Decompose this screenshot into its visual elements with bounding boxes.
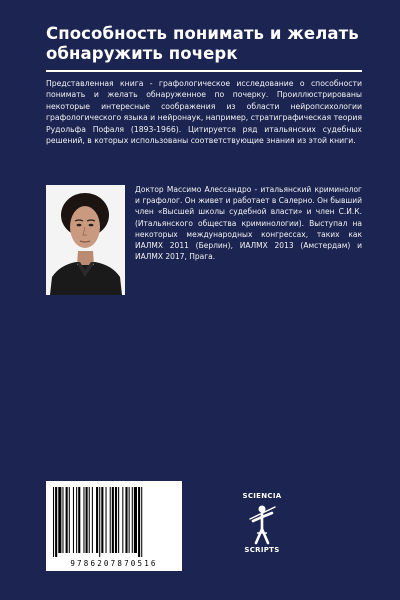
author-bio: Доктор Массимо Алессандро - итальянский криминолог и графолог. Он живет и работает в Салерно. Он бывший член «Высшей школы судебной власти» и член С.И.К. (Итальянского общества криминологии). Выступал на некоторых международных конгрессах, таких как ИАЛМХ 2011 (Берлин), ИАЛМХ 2013 (Амстердам) и ИАЛМХ 2017, Прага. bbox=[135, 185, 362, 262]
isbn-number: 9786207870516 bbox=[70, 559, 158, 568]
barcode-bar bbox=[115, 487, 117, 553]
barcode-bar bbox=[132, 487, 133, 553]
barcode-bar bbox=[141, 487, 142, 557]
barcode-bar bbox=[78, 487, 80, 553]
barcode-bar bbox=[86, 487, 88, 553]
book-description: Представленная книга - графологическое исследование о способности понимать и желать обнаруженное по почерку. Проиллюстрированы некоторые интересные соображения из области нейропсихологии графологического языка и нейронаук, например, стратиграфическая теория Рудольфа Пофаля (1893-1966). Цитируется ряд итальянских судебных решений, в которых использованы соответствующие знания из этой книги. bbox=[46, 79, 362, 146]
barcode-bar bbox=[112, 487, 114, 553]
barcode-bar bbox=[96, 487, 98, 553]
barcode-bar bbox=[53, 487, 54, 557]
barcode-bar bbox=[110, 487, 111, 553]
barcode-bar bbox=[62, 487, 63, 553]
barcode-bar bbox=[58, 487, 61, 553]
barcode-bar bbox=[89, 487, 90, 553]
barcode-bar bbox=[55, 487, 57, 557]
barcode-bar bbox=[118, 487, 119, 553]
publisher-logo bbox=[236, 492, 288, 556]
barcode-bar bbox=[134, 487, 137, 553]
barcode-bar bbox=[122, 487, 123, 553]
barcode-bar bbox=[138, 487, 140, 557]
barcode-bars bbox=[46, 481, 182, 559]
isbn-barcode bbox=[46, 481, 182, 571]
title-divider bbox=[46, 70, 362, 72]
barcode-bar bbox=[69, 487, 70, 553]
barcode-bar bbox=[73, 487, 74, 553]
barcode-bar bbox=[101, 487, 103, 553]
author-portrait-image bbox=[46, 185, 125, 295]
barcode-bar bbox=[76, 487, 77, 553]
barcode-bar bbox=[83, 487, 84, 553]
publisher-logo-top-text: SCIENCIA bbox=[242, 492, 282, 500]
book-title: Способность понимать и желать обнаружить почерк bbox=[46, 24, 359, 63]
barcode-bar bbox=[99, 487, 100, 557]
barcode-bar bbox=[106, 487, 107, 553]
barcode-bar bbox=[66, 487, 68, 553]
publisher-logo-bottom-text: SCRIPTS bbox=[244, 546, 280, 554]
barcode-bar bbox=[92, 487, 93, 553]
barcode-bar bbox=[125, 487, 127, 553]
barcode-bar bbox=[129, 487, 130, 553]
scholar-figure-icon bbox=[248, 503, 276, 545]
author-photo bbox=[46, 185, 125, 295]
